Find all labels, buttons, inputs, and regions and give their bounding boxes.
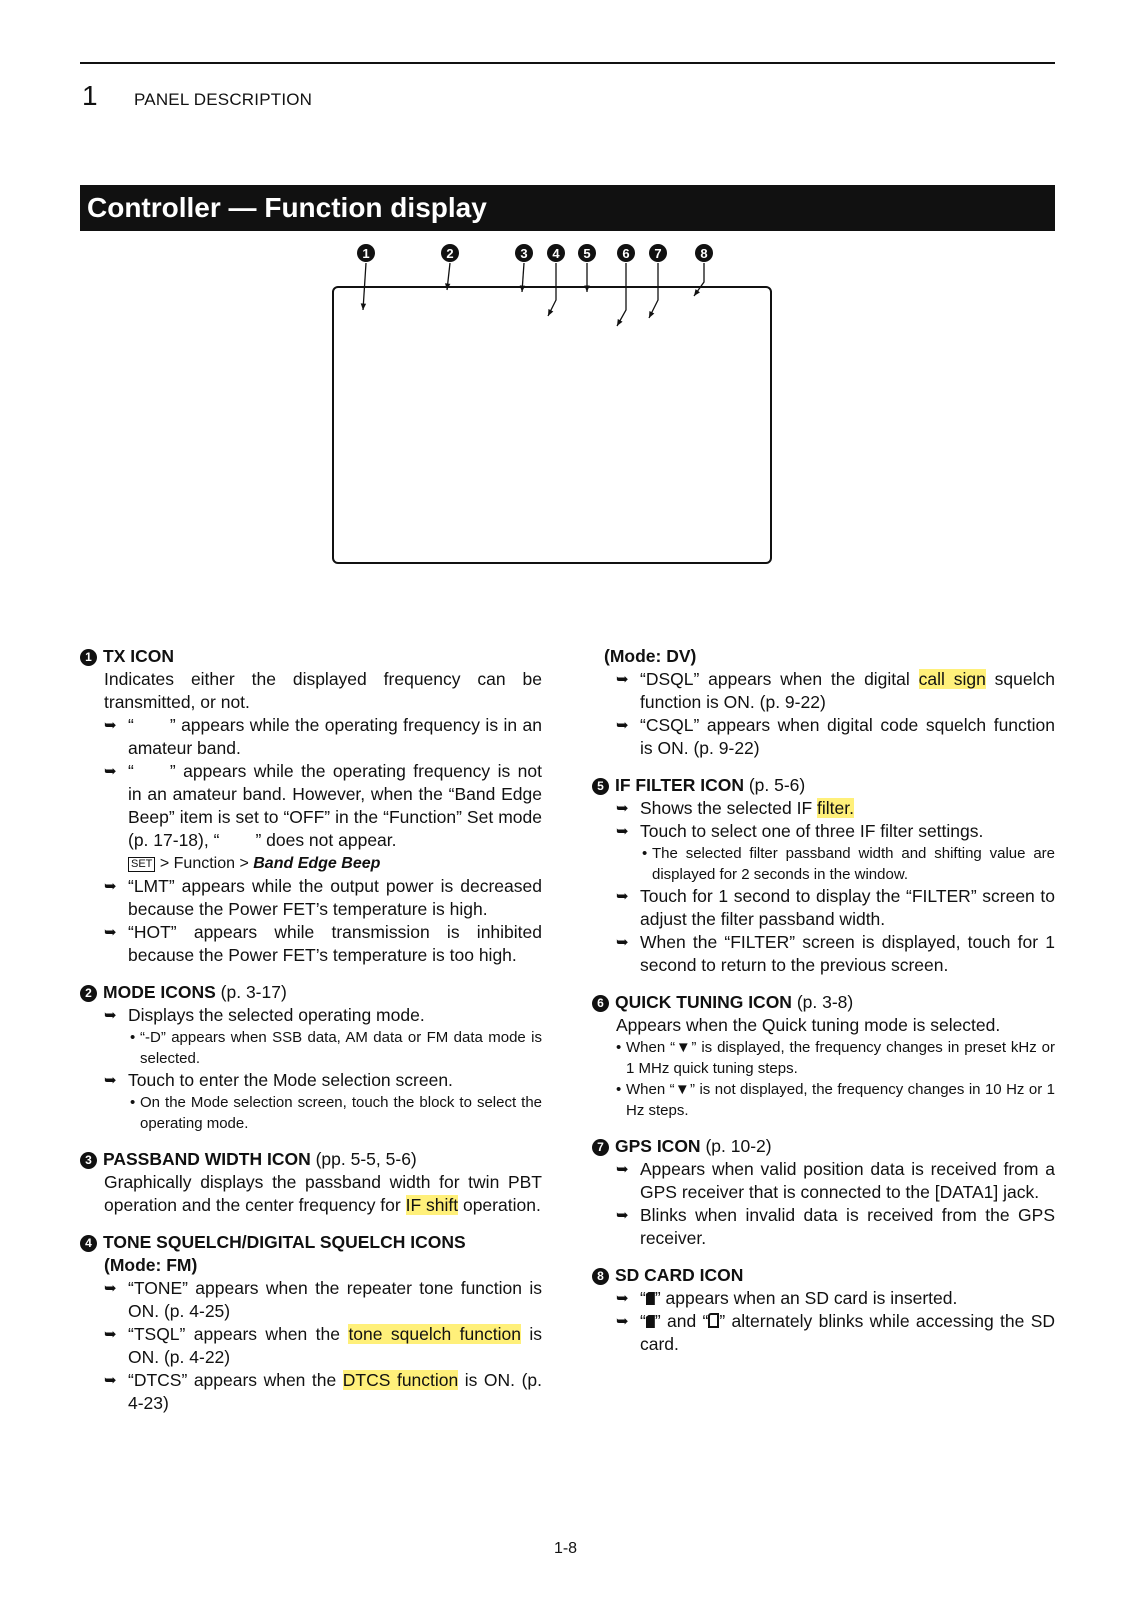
callout-number: 4 [552,246,560,261]
bullet: ➥ Shows the selected IF filter. [592,797,1055,820]
section-dv-mode [592,645,1055,760]
callout-number: 5 [583,246,591,261]
section-tx-icon [80,645,542,967]
item-number: 7 [592,1139,609,1156]
description: Graphically displays the passband width for twin PBT operation and the center frequency for IF shift operation. [104,1172,542,1215]
chapter-number: 1 [82,80,98,111]
note: • On the Mode selection screen, touch the block to select the operating mode. [80,1092,542,1134]
bullet: ➥ Blinks when invalid data is received from the GPS receiver. [592,1204,1055,1250]
bullet: ➥ “TONE” appears when the repeater tone function is ON. (p. 4-25) [80,1277,542,1323]
bullet: ➥ “TSQL” appears when the tone squelch function is ON. (p. 4-22) [80,1323,542,1369]
callout-number: 3 [520,246,528,261]
callout-number: 2 [446,246,454,261]
display-outline [333,287,771,563]
bullet: ➥ “HOT” appears while transmission is inhibited because the Power FET’s temperature is too high. [80,921,542,967]
callout-number: 8 [700,246,708,261]
set-key-icon: SET [128,857,155,872]
section-sd-card-icon: 8 SD CARD ICON ➥ “ ” appears when an SD card is inserted. ➥ “ ” and “ ” alternately blinks while accessing the SD card. [592,1264,1055,1356]
note: • “-D” appears when SSB data, AM data or FM data mode is selected. [80,1027,542,1069]
section-mode-icons: 2 MODE ICONS (p. 3-17) ➥ Displays the selected operating mode. • “-D” appears when SSB data, AM data or FM data mode is selected. ➥ Touch to enter the Mode selection screen. • On the Mode selection screen, touch the block to select the operating mode. [80,981,542,1134]
note: • The selected filter passband width and shifting value are displayed for 2 seconds in the window. [592,843,1055,885]
callout-number: 7 [654,246,662,261]
item-number: 6 [592,995,609,1012]
note: • When “▼” is displayed, the frequency changes in preset kHz or 1 MHz quick tuning steps. [592,1037,1055,1079]
right-column [592,645,1055,1370]
bullet: ➥ “DTCS” appears when the DTCS function is ON. (p. 4-23) [80,1369,542,1415]
left-column [80,645,542,1429]
callout-number: 1 [362,246,370,261]
section-gps-icon: 7 GPS ICON (p. 10-2) ➥ Appears when valid position data is received from a GPS receiver that is connected to the [DATA1] jack. ➥ Blinks when invalid data is received from the GPS receiver. [592,1135,1055,1250]
bullet: ➥ “DSQL” appears when the digital call sign squelch function is ON. (p. 9-22) [592,668,1055,714]
sd-card-icon [646,1315,655,1328]
item-number: 5 [592,778,609,795]
section-title: TX ICON [103,646,174,666]
section-tone-squelch-icons: 4 TONE SQUELCH/DIGITAL SQUELCH ICONS (Mode: FM) ➥ “TONE” appears when the repeater tone function is ON. (p. 4-25) ➥ “TSQL” appears when the tone squelch function is ON. (p. 4-22) ➥ “DTCS” appears when the DTCS function is ON. (p. 4-23) [80,1231,542,1415]
mode-label: (Mode: FM) [104,1255,198,1275]
bullet: ➥ “CSQL” appears when digital code squelch function is ON. (p. 9-22) [592,714,1055,760]
callout-number: 6 [622,246,630,261]
set-mode-path: SET > Function > Band Edge Beep [80,852,542,875]
page-number: 1-8 [553,1540,578,1557]
bullet: ➥ Touch to enter the Mode selection screen. [80,1069,542,1092]
sd-card-icon [646,1292,655,1305]
section-if-filter-icon: 5 IF FILTER ICON (p. 5-6) ➥ Shows the selected IF filter. ➥ Touch to select one of three IF filter settings. • The selected filter passband width and shifting value are displayed for 2 seconds in the window. ➥ Touch for 1 second to display the “FILTER” screen to adjust the filter passband width. ➥ When the “FILTER” screen is displayed, touch for 1 second to return to the previous screen. [592,774,1055,977]
sd-card-outline-icon [708,1313,719,1328]
section-quick-tuning-icon: 6 QUICK TUNING ICON (p. 3-8) Appears when the Quick tuning mode is selected. • When “▼” is displayed, the frequency changes in preset kHz or 1 MHz quick tuning steps. • When “▼” is not displayed, the frequency changes in 10 Hz or 1 Hz steps. [592,991,1055,1121]
mode-label: (Mode: DV) [604,646,697,666]
description: Indicates either the displayed frequency can be transmitted, or not. [104,669,542,712]
bullet: ➥ Appears when valid position data is received from a GPS receiver that is connected to the [DATA1] jack. [592,1158,1055,1204]
item-number: 4 [80,1235,97,1252]
note: • When “▼” is not displayed, the frequency changes in 10 Hz or 1 Hz steps. [592,1079,1055,1121]
bullet: ➥ When the “FILTER” screen is displayed, touch for 1 second to return to the previous screen. [592,931,1055,977]
bullet: ➥ Displays the selected operating mode. [80,1004,542,1027]
bullet: ➥ “ ” appears while the operating frequency is not in an amateur band. However, when the “Band Edge Beep” item is set to “OFF” in the “Function” Set mode (p. 17-18), “ ” does not appear. [80,760,542,852]
display-diagram [0,0,1131,600]
section-banner: Controller — Function display [80,185,1055,231]
bullet: ➥ “ ” appears while the operating frequency is in an amateur band. [80,714,542,760]
item-number: 2 [80,985,97,1002]
bullet: ➥ “LMT” appears while the output power is decreased because the Power FET’s temperature is high. [80,875,542,921]
bullet: ➥ Touch to select one of three IF filter settings. [592,820,1055,843]
description: Appears when the Quick tuning mode is selected. [616,1015,1001,1035]
bullet: ➥ “ ” and “ ” alternately blinks while accessing the SD card. [592,1310,1055,1356]
item-number: 1 [80,649,97,666]
bullet: ➥ “ ” appears when an SD card is inserted. [592,1287,1055,1310]
chapter-title: PANEL DESCRIPTION [134,90,313,109]
item-number: 3 [80,1152,97,1169]
item-number: 8 [592,1268,609,1285]
section-passband-width-icon: 3 PASSBAND WIDTH ICON (pp. 5-5, 5-6) Graphically displays the passband width for twin PBT operation and the center frequency for IF shift operation. [80,1148,542,1217]
bullet: ➥ Touch for 1 second to display the “FILTER” screen to adjust the filter passband width. [592,885,1055,931]
